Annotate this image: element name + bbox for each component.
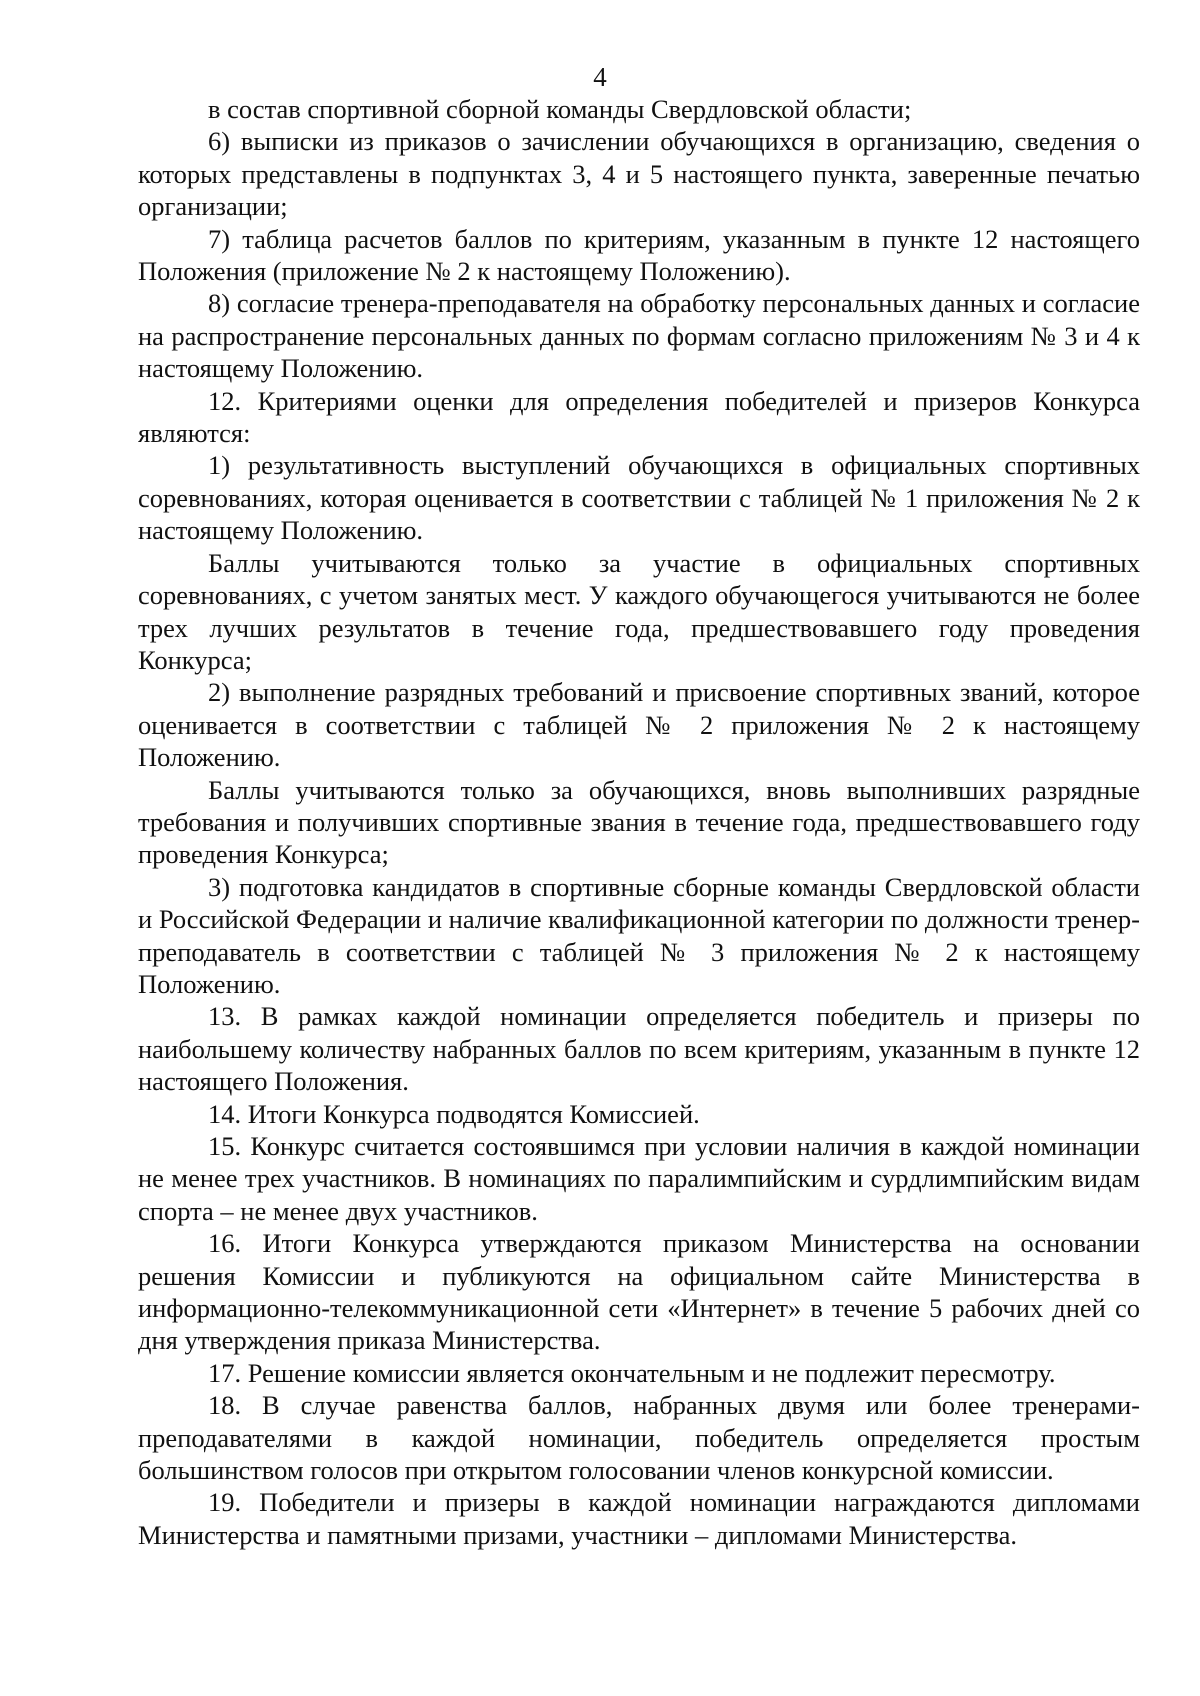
paragraph-section-12: 12. Критериями оценки для определения победителей и призеров Конкурса являются: <box>138 385 1140 449</box>
paragraph-criterion-2-note: Баллы учитываются только за обучающихся, вновь выполнивших разрядные требования и получивших спортивные звания в течение года, предшествовавшего году проведения Конкурса; <box>138 774 1140 870</box>
paragraph-section-17: 17. Решение комиссии является окончательным и не подлежит пересмотру. <box>208 1357 1056 1388</box>
paragraph-item-7: 7) таблица расчетов баллов по критериям, указанным в пункте 12 настоящего Положения (приложение № 2 к настоящему Положению). <box>138 223 1140 287</box>
paragraph-criterion-1: 1) результативность выступлений обучающихся в официальных спортивных соревнованиях, которая оценивается в соответствии с таблицей № 1 приложения № 2 к настоящему Положению. <box>138 450 1140 546</box>
paragraph-section-16: 16. Итоги Конкурса утверждаются приказом Министерства на основании решения Комиссии и публикуются на официальном сайте Министерства в информационно-телекоммуникационной сети «Интернет» в течение 5 рабочих дней со дня утверждения приказа Министерства. <box>138 1228 1140 1356</box>
paragraph-criterion-1-note: Баллы учитываются только за участие в официальных спортивных соревнованиях, с учетом занятых мест. У каждого обучающегося учитываются не более трех лучших результатов в течение года, предшествовавшего году проведения Конкурса; <box>138 547 1140 675</box>
paragraph-section-19: 19. Победители и призеры в каждой номинации награждаются дипломами Министерства и памятными призами, участники – дипломами Министерства. <box>138 1487 1140 1550</box>
paragraph-criterion-3: 3) подготовка кандидатов в спортивные сборные команды Свердловской области и Российской Федерации и наличие квалификационной категории по должности тренер-преподаватель в соответствии с таблицей № 3 приложения № 2 к настоящему Положению. <box>138 871 1140 999</box>
page-number: 4 <box>593 62 607 92</box>
document-body <box>138 93 1140 1551</box>
paragraph-criterion-2: 2) выполнение разрядных требований и присвоение спортивных званий, которое оценивается в соответствии с таблицей № 2 приложения № 2 к настоящему Положению. <box>138 677 1140 773</box>
paragraph-item-6: 6) выписки из приказов о зачислении обучающихся в организацию, сведения о которых представлены в подпунктах 3, 4 и 5 настоящего пункта, заверенные печатью организации; <box>138 126 1140 222</box>
paragraph-section-13: 13. В рамках каждой номинации определяется победитель и призеры по наибольшему количеству набранных баллов по всем критериям, указанным в пункте 12 настоящего Положения. <box>138 1001 1140 1097</box>
paragraph-continuation: в состав спортивной сборной команды Свердловской области; <box>208 94 912 124</box>
paragraph-section-15: 15. Конкурс считается состоявшимся при условии наличия в каждой номинации не менее трех участников. В номинациях по паралимпийским и сурдлимпийским видам спорта – не менее двух участников. <box>138 1131 1140 1226</box>
paragraph-section-14: 14. Итоги Конкурса подводятся Комиссией. <box>208 1098 700 1129</box>
paragraph-item-8: 8) согласие тренера-преподавателя на обработку персональных данных и согласие на распространение персональных данных по формам согласно приложениям № 3 и 4 к настоящему Положению. <box>138 288 1140 384</box>
paragraph-section-18: 18. В случае равенства баллов, набранных двумя или более тренерами-преподавателями в каждой номинации, победитель определяется простым большинством голосов при открытом голосовании членов конкурсной комиссии. <box>138 1390 1140 1486</box>
